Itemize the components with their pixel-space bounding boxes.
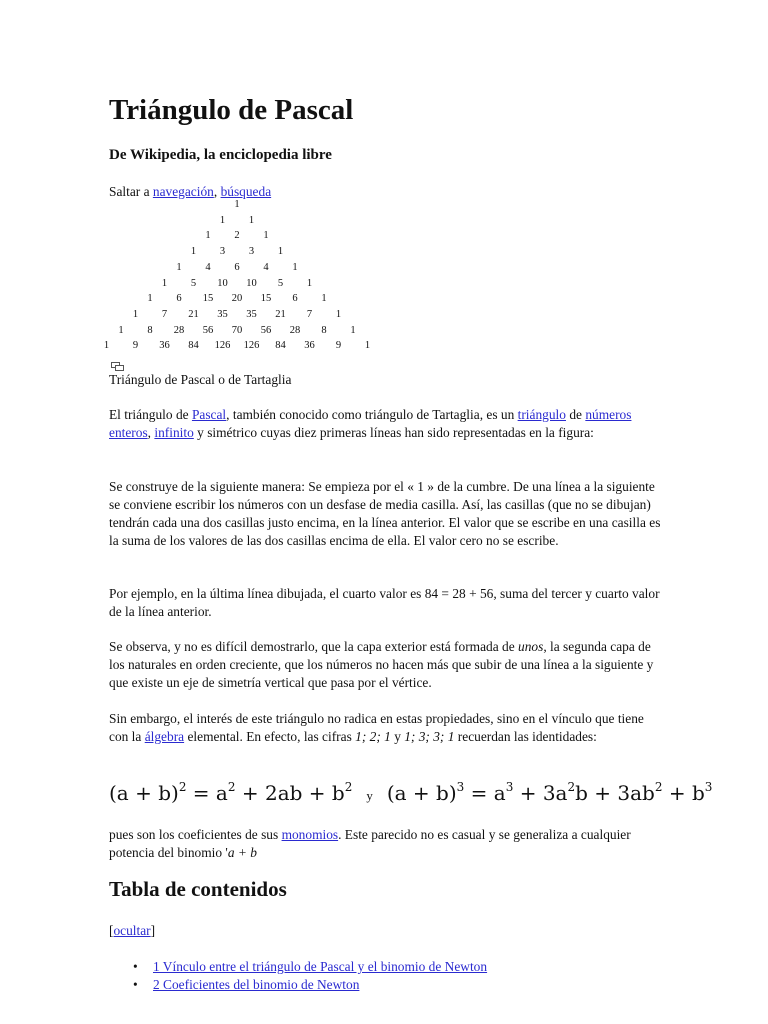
triangle-cell: 36 — [304, 340, 315, 352]
p1-text-3: de — [565, 407, 586, 422]
triangle-cell: 56 — [260, 324, 272, 336]
triangle-cell: 9 — [132, 340, 139, 352]
p6-emphasis: a + b — [227, 845, 257, 860]
formula-rhs-1a-exp: 2 — [227, 780, 236, 794]
formula-joiner: y — [366, 788, 373, 803]
paragraph-monomials — [109, 826, 661, 862]
triangle-cell: 4 — [205, 261, 211, 273]
link-monomios[interactable]: monomios — [281, 827, 339, 842]
triangle-cell: 1 — [161, 277, 168, 289]
triangle-row — [109, 277, 369, 291]
triangle-cell: 3 — [219, 246, 226, 258]
triangle-cell: 15 — [260, 293, 272, 305]
triangle-cell: 10 — [246, 277, 257, 289]
triangle-cell: 1 — [350, 324, 356, 336]
triangle-cell: 6 — [234, 261, 240, 273]
triangle-cell: 56 — [202, 324, 214, 336]
triangle-cell: 1 — [292, 261, 298, 273]
triangle-cell: 2 — [234, 230, 240, 242]
site-subtitle: De Wikipedia, la enciclopedia libre — [109, 147, 332, 163]
triangle-cell: 1 — [205, 230, 211, 242]
jump-separator: , — [213, 184, 221, 199]
paragraph-algebra — [109, 710, 661, 746]
p4-emphasis: unos — [518, 639, 544, 654]
formula-rhs-2a-exp: 3 — [505, 780, 514, 794]
triangle-row — [109, 198, 369, 212]
triangle-cell: 1 — [234, 199, 240, 210]
triangle-row — [109, 229, 369, 243]
triangle-cell: 6 — [292, 293, 298, 305]
triangle-cell: 4 — [263, 261, 269, 273]
formula-rhs-1a: = a — [186, 781, 228, 805]
triangle-cell: 28 — [173, 324, 185, 336]
toc-bracket-close: ] — [150, 923, 156, 938]
formula-rhs-2b: + 3a — [513, 781, 568, 805]
triangle-cell: 1 — [248, 214, 255, 226]
triangle-cell: 1 — [321, 293, 327, 305]
triangle-cell: 1 — [118, 324, 124, 336]
p6-text-2: . Este parecido no es casual y se generaliza a cualquier potencia del binomio ' — [109, 827, 631, 860]
paragraph-intro — [109, 406, 661, 442]
toc-item — [109, 976, 661, 994]
paragraph-observation — [109, 638, 661, 692]
triangle-cell: 126 — [214, 340, 231, 352]
paragraph-example: Por ejemplo, en la última línea dibujada, el cuarto valor es 84 = 28 + 56, suma del tercer y cuarto valor de la línea anterior. — [109, 586, 660, 619]
triangle-cell: 35 — [246, 308, 257, 320]
triangle-cell: 21 — [188, 308, 199, 320]
page-title: Triángulo de Pascal — [109, 94, 354, 126]
p5-emphasis-1: 1; 2; 1 — [355, 729, 391, 744]
link-pascal[interactable]: Pascal — [191, 407, 227, 422]
triangle-cell: 1 — [103, 340, 110, 352]
magnify-icon[interactable] — [111, 358, 124, 367]
triangle-cell: 15 — [202, 293, 214, 305]
triangle-cell: 1 — [147, 293, 153, 305]
jump-navigation-link[interactable]: navegación — [152, 184, 214, 199]
formula-rhs-1b: + 2ab + b — [235, 781, 345, 805]
triangle-cell: 28 — [289, 324, 301, 336]
toc-item — [109, 958, 661, 976]
triangle-row — [109, 308, 369, 322]
triangle-row — [103, 339, 371, 353]
triangle-cell: 1 — [263, 230, 269, 242]
toc-list — [109, 958, 661, 994]
triangle-row — [109, 292, 369, 306]
formula-rhs-2a: = a — [464, 781, 506, 805]
triangle-cell: 35 — [217, 308, 228, 320]
formula-rhs-2d: + b — [662, 781, 705, 805]
triangle-row — [109, 261, 369, 275]
link-triangulo[interactable]: triángulo — [517, 407, 566, 422]
triangle-row — [109, 245, 369, 259]
bullet-icon: • — [133, 959, 138, 974]
triangle-cell: 10 — [217, 277, 228, 289]
triangle-cell: 7 — [306, 308, 313, 320]
jump-search-link[interactable]: búsqueda — [220, 184, 272, 199]
formula-rhs-1b-exp: 2 — [344, 780, 353, 794]
toc-item-link-1[interactable]: 1 Vínculo entre el triángulo de Pascal y el binomio de Newton — [153, 959, 488, 974]
p1-text-4: , — [147, 425, 155, 440]
link-infinito[interactable]: infinito — [154, 425, 194, 440]
triangle-cell: 1 — [364, 340, 371, 352]
triangle-cell: 1 — [176, 261, 182, 273]
triangle-cell: 8 — [147, 324, 153, 336]
triangle-cell: 84 — [275, 340, 286, 352]
p5-text-1: Sin embargo, el interés de este triángulo no radica en estas propiedades, sino en el vínculo que tiene con la — [109, 711, 644, 744]
p5-emphasis-2: 1; 3; 3; 1 — [404, 729, 455, 744]
formula-lhs-1: (a + b) — [109, 781, 179, 805]
formula-exp-2: 2 — [178, 780, 187, 794]
triangle-cell: 1 — [219, 214, 226, 226]
toc-hide-link[interactable]: ocultar — [113, 923, 151, 938]
triangle-cell: 5 — [277, 277, 284, 289]
figure-caption: Triángulo de Pascal o de Tartaglia — [109, 372, 292, 387]
triangle-cell: 5 — [190, 277, 197, 289]
link-algebra[interactable]: álgebra — [144, 729, 185, 744]
paragraph-construction: Se construye de la siguiente manera: Se empieza por el « 1 » de la cumbre. De una línea a la siguiente se conviene escribir los números con un desfase de media casilla. Así, las casillas (que no se dibujan) tendrán cada una dos casillas justo encima, en la línea anterior. El valor que se escribe en una casilla es la suma de los valores de las dos casillas encima de ella. El valor cero no se escribe. — [109, 479, 661, 548]
formula-exp-3: 3 — [456, 780, 465, 794]
p1-text-1: El triángulo de — [109, 407, 192, 422]
p5-text-4: recuerdan las identidades: — [454, 729, 597, 744]
triangle-cell: 1 — [335, 308, 342, 320]
toc-bracket-open: [ — [109, 923, 114, 938]
triangle-cell: 1 — [306, 277, 313, 289]
triangle-cell: 6 — [176, 293, 182, 305]
triangle-cell: 20 — [231, 293, 243, 305]
formula-rhs-2d-exp: 3 — [704, 780, 713, 794]
toc-toggle — [109, 922, 155, 940]
triangle-cell: 126 — [243, 340, 260, 352]
formula-lhs-2: (a + b) — [386, 781, 457, 805]
triangle-cell: 8 — [321, 324, 327, 336]
formula-rhs-2c-exp: 2 — [654, 780, 663, 794]
triangle-cell: 36 — [159, 340, 170, 352]
p5-text-3: y — [390, 729, 405, 744]
triangle-cell: 3 — [248, 246, 255, 258]
p4-text-1: Se observa, y no es difícil demostrarlo, que la capa exterior está formada de — [109, 639, 519, 654]
jump-prefix: Saltar a — [109, 184, 153, 199]
triangle-cell: 84 — [188, 340, 199, 352]
triangle-cell: 70 — [231, 324, 243, 336]
p5-text-2: elemental. En efecto, las cifras — [184, 729, 356, 744]
toc-item-link-2[interactable]: 2 Coeficientes del binomio de Newton — [153, 977, 360, 992]
p1-text-2: , también conocido como triángulo de Tartaglia, es un — [226, 407, 518, 422]
triangle-row — [109, 214, 369, 228]
triangle-cell: 1 — [277, 246, 284, 258]
triangle-cell: 7 — [161, 308, 168, 320]
triangle-row — [109, 324, 369, 338]
triangle-cell: 9 — [335, 340, 342, 352]
formula-rhs-2c: b + 3ab — [575, 781, 655, 805]
link-numeros-enteros[interactable]: números enteros — [109, 407, 632, 440]
triangle-cell: 1 — [132, 308, 139, 320]
p4-text-2: , la segunda capa de los naturales en orden creciente, que los números no hacen más que subir de una línea a la siguiente y que existe un eje de simetría vertical que pasa por el vértice. — [109, 639, 654, 690]
binomial-identities-formula — [109, 778, 713, 812]
pascal-triangle-figure — [103, 198, 371, 368]
bullet-icon: • — [133, 977, 138, 992]
formula-rhs-2b-exp: 2 — [567, 780, 576, 794]
toc-heading: Tabla de contenidos — [109, 877, 287, 901]
triangle-cell: 21 — [275, 308, 286, 320]
triangle-cell: 1 — [190, 246, 197, 258]
p6-text-1: pues son los coeficientes de sus — [109, 827, 282, 842]
p1-text-5: y simétrico cuyas diez primeras líneas han sido representadas en la figura: — [193, 425, 594, 440]
